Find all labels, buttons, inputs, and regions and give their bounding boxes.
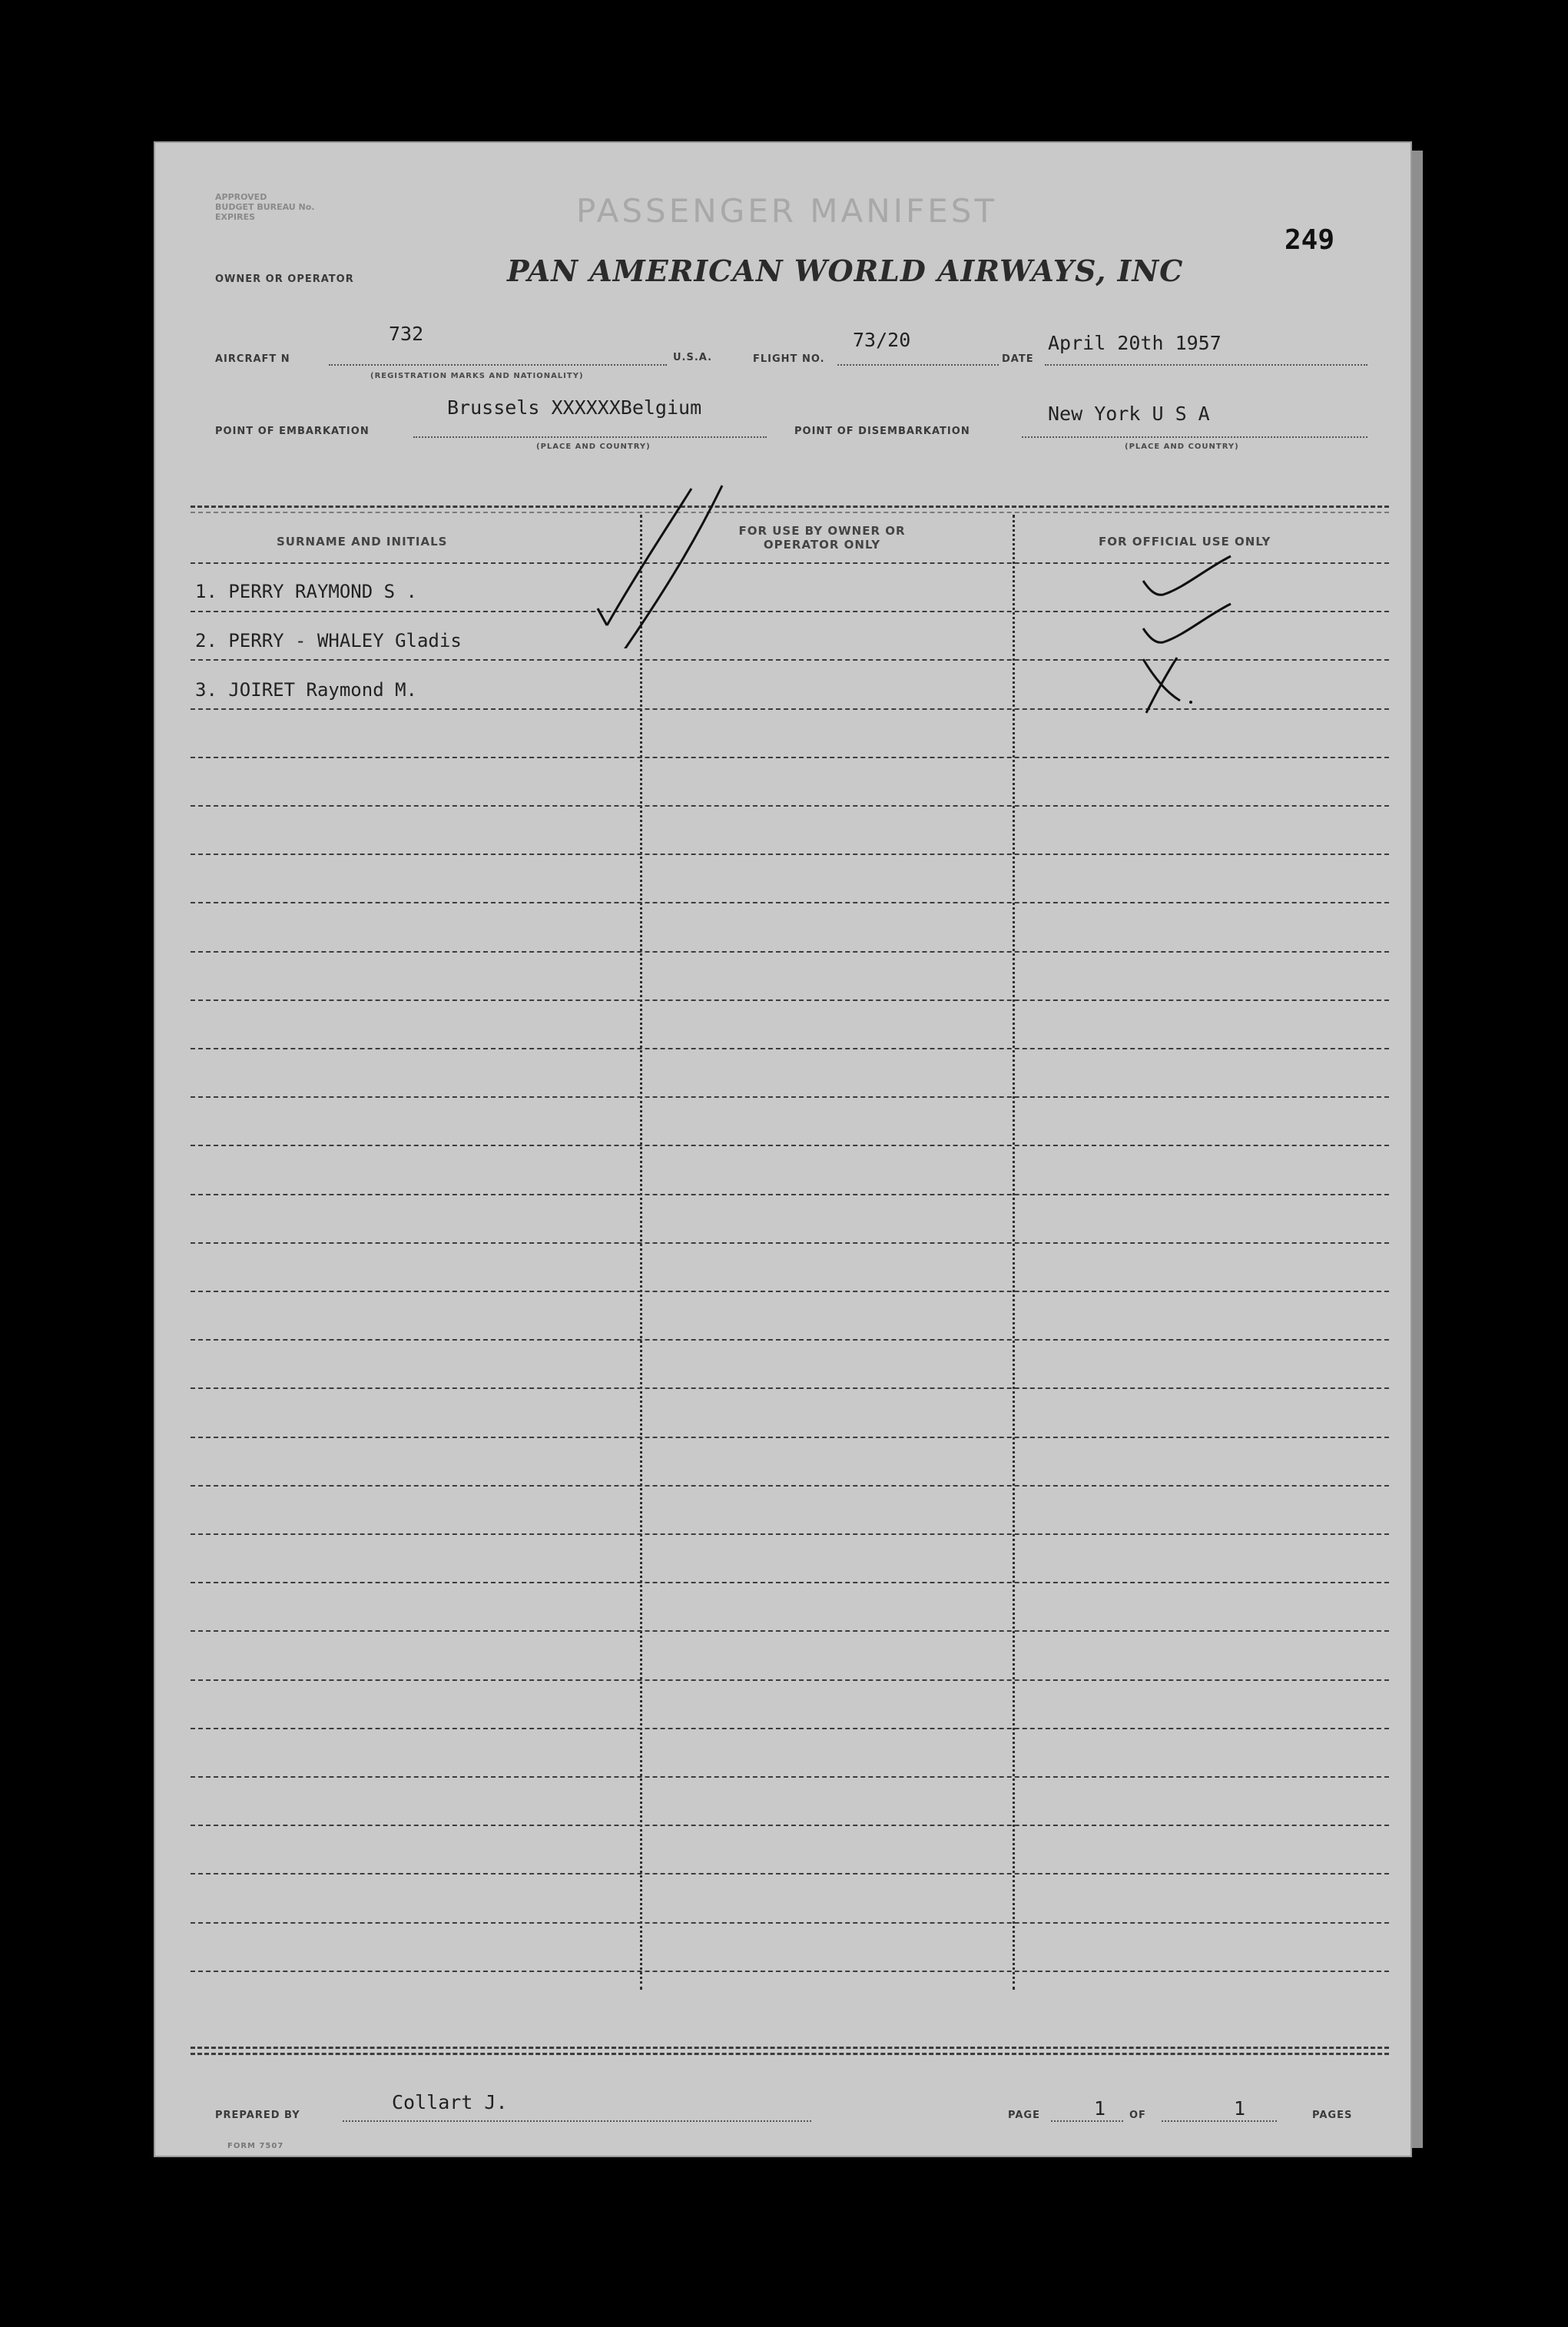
aircraft-label: AIRCRAFT N <box>215 353 290 365</box>
table-rule <box>191 1825 1389 1826</box>
table-rule <box>191 1291 1389 1292</box>
table-rule <box>191 951 1389 953</box>
flight-date: April 20th 1957 <box>1048 332 1222 354</box>
table-rule <box>191 854 1389 855</box>
disembarkation-place: New York U S A <box>1048 403 1210 425</box>
table-rule <box>191 708 1389 710</box>
table-rule <box>191 1776 1389 1778</box>
of-label: OF <box>1129 2110 1146 2121</box>
embarkation-label: POINT OF EMBARKATION <box>215 426 370 437</box>
col-official-header: FOR OFFICIAL USE ONLY <box>1099 535 1271 549</box>
table-rule <box>191 1437 1389 1438</box>
table-rule <box>191 757 1389 758</box>
table-rule <box>191 1145 1389 1146</box>
form-code: FORM 7507 <box>227 2142 284 2150</box>
table-rule <box>191 1922 1389 1924</box>
table-rule <box>191 902 1389 903</box>
col-owner-text: FOR USE BY OWNER OR OPERATOR ONLY <box>738 524 906 552</box>
sheet-edge <box>1412 151 1423 2148</box>
table-top-rule <box>191 506 1389 508</box>
pages-label: PAGES <box>1312 2110 1353 2121</box>
check-mark-icon <box>1137 553 1237 599</box>
embarkation-place: Brussels XXXXXXBelgium <box>447 396 702 419</box>
table-rule <box>191 1048 1389 1049</box>
table-rule <box>191 1582 1389 1583</box>
table-rule <box>191 1242 1389 1244</box>
table-rule <box>191 1679 1389 1681</box>
manifest-sheet <box>154 141 1412 2157</box>
prepared-by-name: Collart J. <box>392 2091 508 2113</box>
approval-stamp <box>215 192 315 222</box>
approval-line-2: BUDGET BUREAU No. <box>215 202 315 212</box>
passenger-row-3: 3. JOIRET Raymond M. <box>195 679 417 701</box>
owner-label: OWNER OR OPERATOR <box>215 273 354 285</box>
table-rule <box>191 1630 1389 1632</box>
column-divider-2 <box>1013 515 1015 1990</box>
page-value: 1 <box>1094 2097 1106 2120</box>
approval-line-1: APPROVED <box>215 192 267 202</box>
column-divider-1 <box>640 515 642 1990</box>
table-rule <box>191 1387 1389 1389</box>
table-rule <box>191 1873 1389 1875</box>
page-label: PAGE <box>1008 2110 1040 2121</box>
table-rule <box>191 1194 1389 1195</box>
check-mark-icon <box>1137 601 1237 647</box>
aircraft-sublabel: (REGISTRATION MARKS AND NATIONALITY) <box>370 372 584 380</box>
approval-line-3: EXPIRES <box>215 212 256 222</box>
col-owner-header <box>707 524 937 552</box>
table-rule <box>191 1533 1389 1535</box>
table-rule <box>191 1485 1389 1487</box>
aircraft-number: 732 <box>389 323 424 345</box>
table-rule <box>191 1339 1389 1341</box>
flight-label: FLIGHT NO. <box>753 353 825 365</box>
embarkation-sublabel: (PLACE AND COUNTRY) <box>536 443 651 451</box>
table-rule <box>191 659 1389 661</box>
table-bottom-rule <box>191 2047 1389 2049</box>
table-rule <box>191 1728 1389 1729</box>
flight-number: 73/20 <box>853 329 911 351</box>
page-stamp-number: 249 <box>1285 224 1335 256</box>
nationality-label: U.S.A. <box>673 352 713 363</box>
col-surname-header: SURNAME AND INITIALS <box>277 535 448 549</box>
disembarkation-sublabel: (PLACE AND COUNTRY) <box>1125 443 1239 451</box>
table-rule <box>191 805 1389 807</box>
airline-name: PAN AMERICAN WORLD AIRWAYS, INC <box>507 254 1184 288</box>
table-rule <box>191 1971 1389 1972</box>
table-rule <box>191 1096 1389 1098</box>
of-value: 1 <box>1234 2097 1246 2120</box>
table-rule <box>191 999 1389 1001</box>
passenger-row-1: 1. PERRY RAYMOND S . <box>195 581 417 602</box>
date-label: DATE <box>1002 353 1034 365</box>
x-mark-icon <box>1129 651 1198 721</box>
form-title: PASSENGER MANIFEST <box>576 192 998 230</box>
passenger-row-2: 2. PERRY - WHALEY Gladis <box>195 630 462 651</box>
handwritten-check-strokes <box>584 479 738 648</box>
disembarkation-label: POINT OF DISEMBARKATION <box>794 426 970 437</box>
prepared-by-label: PREPARED BY <box>215 2110 300 2121</box>
